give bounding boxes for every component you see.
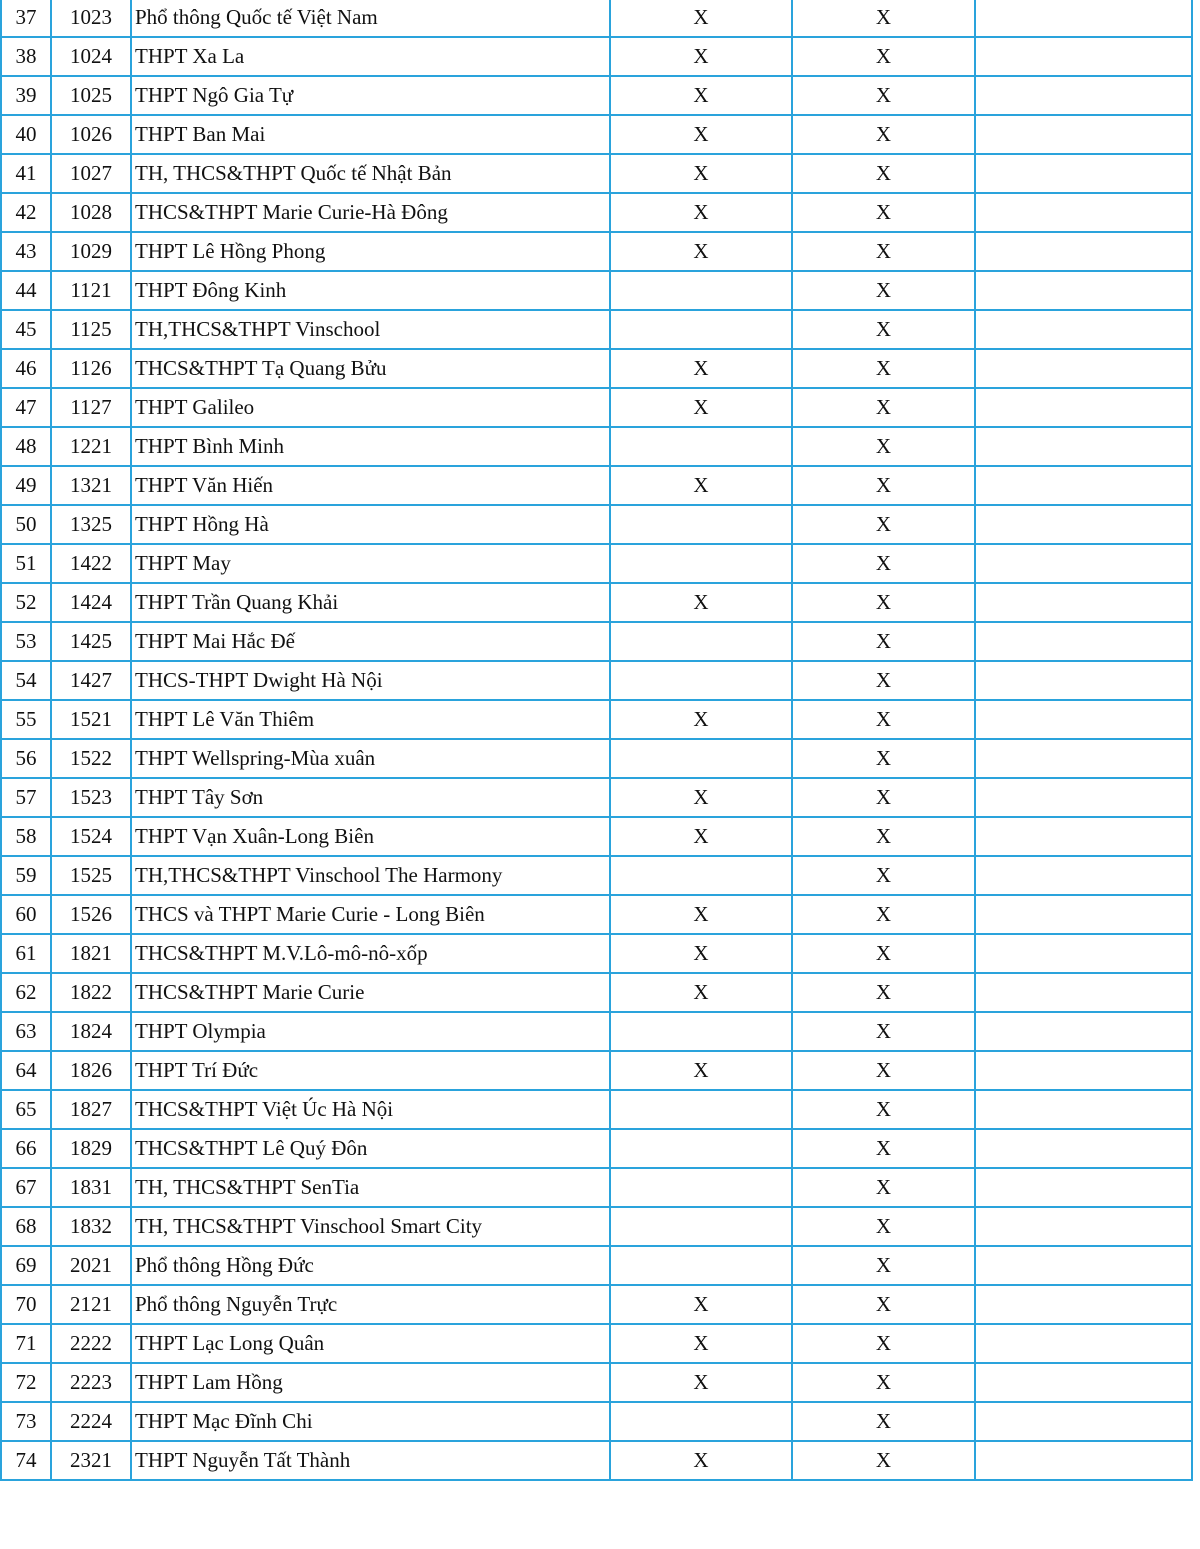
note-cell: [975, 388, 1192, 427]
note-cell: [975, 1168, 1192, 1207]
school-code-cell: 1824: [51, 1012, 131, 1051]
mark-column-2-cell: X: [792, 583, 975, 622]
school-name-cell: THPT Vạn Xuân-Long Biên: [131, 817, 610, 856]
mark-column-2-cell: X: [792, 778, 975, 817]
table-row: [1, 1402, 1192, 1441]
school-name-cell: THPT Galileo: [131, 388, 610, 427]
mark-column-1-cell: X: [610, 1363, 792, 1402]
school-name-cell: THPT Lê Hồng Phong: [131, 232, 610, 271]
note-cell: [975, 1441, 1192, 1480]
school-name-cell: THCS&THPT Việt Úc Hà Nội: [131, 1090, 610, 1129]
note-cell: [975, 1207, 1192, 1246]
school-name-cell: THPT Mạc Đĩnh Chi: [131, 1402, 610, 1441]
table-row: [1, 1441, 1192, 1480]
mark-column-2-cell: X: [792, 154, 975, 193]
mark-column-2-cell: X: [792, 1363, 975, 1402]
mark-column-2-cell: X: [792, 232, 975, 271]
school-code-cell: 1827: [51, 1090, 131, 1129]
mark-column-2-cell: X: [792, 1012, 975, 1051]
table-row: [1, 1363, 1192, 1402]
table-row: [1, 1285, 1192, 1324]
note-cell: [975, 973, 1192, 1012]
table-row: [1, 349, 1192, 388]
mark-column-2-cell: X: [792, 1246, 975, 1285]
table-row: [1, 1207, 1192, 1246]
school-code-cell: 1127: [51, 388, 131, 427]
table-row: [1, 544, 1192, 583]
school-code-cell: 1121: [51, 271, 131, 310]
school-code-cell: 1125: [51, 310, 131, 349]
mark-column-2-cell: X: [792, 505, 975, 544]
note-cell: [975, 544, 1192, 583]
note-cell: [975, 1090, 1192, 1129]
mark-column-2-cell: X: [792, 37, 975, 76]
table-row: [1, 778, 1192, 817]
school-code-cell: 1821: [51, 934, 131, 973]
note-cell: [975, 466, 1192, 505]
mark-column-2-cell: X: [792, 622, 975, 661]
table-row: [1, 1012, 1192, 1051]
note-cell: [975, 0, 1192, 37]
school-name-cell: THCS&THPT Tạ Quang Bửu: [131, 349, 610, 388]
row-number-cell: 66: [1, 1129, 51, 1168]
table-row: [1, 973, 1192, 1012]
mark-column-2-cell: X: [792, 193, 975, 232]
mark-column-2-cell: X: [792, 1090, 975, 1129]
note-cell: [975, 37, 1192, 76]
mark-column-1-cell: [610, 661, 792, 700]
school-code-cell: 1831: [51, 1168, 131, 1207]
mark-column-1-cell: X: [610, 154, 792, 193]
row-number-cell: 46: [1, 349, 51, 388]
mark-column-1-cell: X: [610, 37, 792, 76]
school-name-cell: THCS&THPT M.V.Lô-mô-nô-xốp: [131, 934, 610, 973]
school-code-cell: 1023: [51, 0, 131, 37]
mark-column-1-cell: [610, 544, 792, 583]
row-number-cell: 38: [1, 37, 51, 76]
mark-column-2-cell: X: [792, 0, 975, 37]
mark-column-2-cell: X: [792, 1285, 975, 1324]
table-row: [1, 1324, 1192, 1363]
mark-column-2-cell: X: [792, 817, 975, 856]
school-code-cell: 1829: [51, 1129, 131, 1168]
mark-column-1-cell: X: [610, 1285, 792, 1324]
mark-column-1-cell: X: [610, 466, 792, 505]
school-code-cell: 1424: [51, 583, 131, 622]
school-name-cell: TH, THCS&THPT SenTia: [131, 1168, 610, 1207]
mark-column-1-cell: X: [610, 1324, 792, 1363]
table-row: [1, 1246, 1192, 1285]
note-cell: [975, 154, 1192, 193]
row-number-cell: 61: [1, 934, 51, 973]
mark-column-2-cell: X: [792, 427, 975, 466]
school-name-cell: THCS&THPT Marie Curie: [131, 973, 610, 1012]
row-number-cell: 50: [1, 505, 51, 544]
mark-column-1-cell: [610, 427, 792, 466]
table-row: [1, 505, 1192, 544]
row-number-cell: 41: [1, 154, 51, 193]
table-row: [1, 622, 1192, 661]
table-row: [1, 739, 1192, 778]
school-name-cell: THPT Đông Kinh: [131, 271, 610, 310]
mark-column-2-cell: X: [792, 661, 975, 700]
note-cell: [975, 505, 1192, 544]
school-name-cell: THPT Lê Văn Thiêm: [131, 700, 610, 739]
school-code-cell: 1026: [51, 115, 131, 154]
school-code-cell: 1526: [51, 895, 131, 934]
table-row: [1, 700, 1192, 739]
school-code-cell: 1525: [51, 856, 131, 895]
row-number-cell: 62: [1, 973, 51, 1012]
row-number-cell: 40: [1, 115, 51, 154]
row-number-cell: 57: [1, 778, 51, 817]
table-body: [1, 0, 1192, 1480]
school-code-cell: 1027: [51, 154, 131, 193]
school-code-cell: 2222: [51, 1324, 131, 1363]
mark-column-1-cell: X: [610, 1441, 792, 1480]
mark-column-2-cell: X: [792, 349, 975, 388]
table-row: [1, 115, 1192, 154]
note-cell: [975, 1246, 1192, 1285]
school-name-cell: THPT Ngô Gia Tự: [131, 76, 610, 115]
mark-column-2-cell: X: [792, 271, 975, 310]
mark-column-1-cell: [610, 310, 792, 349]
table-row: [1, 427, 1192, 466]
school-name-cell: THPT Trần Quang Khải: [131, 583, 610, 622]
school-name-cell: THPT Nguyễn Tất Thành: [131, 1441, 610, 1480]
row-number-cell: 71: [1, 1324, 51, 1363]
table-row: [1, 583, 1192, 622]
school-name-cell: Phổ thông Hồng Đức: [131, 1246, 610, 1285]
school-code-cell: 1427: [51, 661, 131, 700]
mark-column-1-cell: X: [610, 0, 792, 37]
school-name-cell: THCS&THPT Lê Quý Đôn: [131, 1129, 610, 1168]
school-code-cell: 1321: [51, 466, 131, 505]
mark-column-1-cell: [610, 505, 792, 544]
school-code-cell: 1523: [51, 778, 131, 817]
mark-column-2-cell: X: [792, 388, 975, 427]
mark-column-2-cell: X: [792, 1324, 975, 1363]
note-cell: [975, 349, 1192, 388]
table-row: [1, 1051, 1192, 1090]
note-cell: [975, 310, 1192, 349]
mark-column-2-cell: X: [792, 115, 975, 154]
row-number-cell: 65: [1, 1090, 51, 1129]
note-cell: [975, 271, 1192, 310]
note-cell: [975, 115, 1192, 154]
school-code-cell: 2021: [51, 1246, 131, 1285]
row-number-cell: 49: [1, 466, 51, 505]
school-name-cell: TH,THCS&THPT Vinschool The Harmony: [131, 856, 610, 895]
school-name-cell: Phổ thông Nguyễn Trực: [131, 1285, 610, 1324]
mark-column-2-cell: X: [792, 1129, 975, 1168]
school-name-cell: THCS và THPT Marie Curie - Long Biên: [131, 895, 610, 934]
note-cell: [975, 76, 1192, 115]
school-name-cell: TH, THCS&THPT Quốc tế Nhật Bản: [131, 154, 610, 193]
school-code-cell: 2223: [51, 1363, 131, 1402]
table-row: [1, 1090, 1192, 1129]
mark-column-2-cell: X: [792, 1441, 975, 1480]
note-cell: [975, 895, 1192, 934]
note-cell: [975, 778, 1192, 817]
school-code-cell: 1029: [51, 232, 131, 271]
table-row: [1, 856, 1192, 895]
row-number-cell: 51: [1, 544, 51, 583]
note-cell: [975, 193, 1192, 232]
mark-column-1-cell: [610, 271, 792, 310]
table-row: [1, 310, 1192, 349]
school-code-cell: 1221: [51, 427, 131, 466]
note-cell: [975, 427, 1192, 466]
mark-column-2-cell: X: [792, 1051, 975, 1090]
school-code-cell: 1832: [51, 1207, 131, 1246]
mark-column-2-cell: X: [792, 466, 975, 505]
note-cell: [975, 232, 1192, 271]
row-number-cell: 42: [1, 193, 51, 232]
note-cell: [975, 1012, 1192, 1051]
mark-column-1-cell: [610, 739, 792, 778]
note-cell: [975, 700, 1192, 739]
school-code-cell: 2321: [51, 1441, 131, 1480]
mark-column-1-cell: X: [610, 700, 792, 739]
school-name-cell: THPT Wellspring-Mùa xuân: [131, 739, 610, 778]
table-row: [1, 1129, 1192, 1168]
row-number-cell: 59: [1, 856, 51, 895]
mark-column-1-cell: X: [610, 973, 792, 1012]
mark-column-1-cell: X: [610, 583, 792, 622]
school-code-cell: 1822: [51, 973, 131, 1012]
mark-column-1-cell: X: [610, 115, 792, 154]
school-name-cell: THPT Olympia: [131, 1012, 610, 1051]
row-number-cell: 56: [1, 739, 51, 778]
school-code-cell: 1024: [51, 37, 131, 76]
mark-column-1-cell: X: [610, 895, 792, 934]
school-code-cell: 1025: [51, 76, 131, 115]
school-code-cell: 1028: [51, 193, 131, 232]
row-number-cell: 58: [1, 817, 51, 856]
row-number-cell: 70: [1, 1285, 51, 1324]
row-number-cell: 53: [1, 622, 51, 661]
table-row: [1, 934, 1192, 973]
note-cell: [975, 1363, 1192, 1402]
row-number-cell: 74: [1, 1441, 51, 1480]
row-number-cell: 45: [1, 310, 51, 349]
row-number-cell: 69: [1, 1246, 51, 1285]
mark-column-1-cell: [610, 1207, 792, 1246]
school-name-cell: TH, THCS&THPT Vinschool Smart City: [131, 1207, 610, 1246]
note-cell: [975, 1129, 1192, 1168]
mark-column-1-cell: [610, 622, 792, 661]
mark-column-1-cell: X: [610, 778, 792, 817]
mark-column-1-cell: X: [610, 232, 792, 271]
mark-column-1-cell: [610, 856, 792, 895]
table-row: [1, 895, 1192, 934]
row-number-cell: 54: [1, 661, 51, 700]
school-code-cell: 1522: [51, 739, 131, 778]
row-number-cell: 73: [1, 1402, 51, 1441]
school-code-cell: 2121: [51, 1285, 131, 1324]
note-cell: [975, 661, 1192, 700]
mark-column-1-cell: X: [610, 1051, 792, 1090]
note-cell: [975, 622, 1192, 661]
note-cell: [975, 1051, 1192, 1090]
school-name-cell: THPT Ban Mai: [131, 115, 610, 154]
school-code-cell: 1524: [51, 817, 131, 856]
note-cell: [975, 1324, 1192, 1363]
school-code-cell: 1425: [51, 622, 131, 661]
note-cell: [975, 817, 1192, 856]
mark-column-2-cell: X: [792, 76, 975, 115]
school-name-cell: THPT May: [131, 544, 610, 583]
row-number-cell: 39: [1, 76, 51, 115]
mark-column-2-cell: X: [792, 1207, 975, 1246]
mark-column-2-cell: X: [792, 973, 975, 1012]
mark-column-2-cell: X: [792, 1168, 975, 1207]
mark-column-2-cell: X: [792, 934, 975, 973]
school-name-cell: TH,THCS&THPT Vinschool: [131, 310, 610, 349]
mark-column-2-cell: X: [792, 700, 975, 739]
table-row: [1, 232, 1192, 271]
mark-column-1-cell: [610, 1402, 792, 1441]
school-name-cell: THCS-THPT Dwight Hà Nội: [131, 661, 610, 700]
table-row: [1, 76, 1192, 115]
row-number-cell: 60: [1, 895, 51, 934]
row-number-cell: 43: [1, 232, 51, 271]
note-cell: [975, 739, 1192, 778]
school-code-cell: 1126: [51, 349, 131, 388]
row-number-cell: 37: [1, 0, 51, 37]
mark-column-1-cell: [610, 1168, 792, 1207]
school-name-cell: THPT Mai Hắc Đế: [131, 622, 610, 661]
school-name-cell: THPT Tây Sơn: [131, 778, 610, 817]
table-row: [1, 817, 1192, 856]
school-code-cell: 1521: [51, 700, 131, 739]
mark-column-1-cell: X: [610, 388, 792, 427]
school-name-cell: THPT Hồng Hà: [131, 505, 610, 544]
table-row: [1, 37, 1192, 76]
school-name-cell: THCS&THPT Marie Curie-Hà Đông: [131, 193, 610, 232]
table-row: [1, 0, 1192, 37]
table-row: [1, 193, 1192, 232]
row-number-cell: 44: [1, 271, 51, 310]
row-number-cell: 47: [1, 388, 51, 427]
table-row: [1, 271, 1192, 310]
row-number-cell: 72: [1, 1363, 51, 1402]
school-code-cell: 2224: [51, 1402, 131, 1441]
school-name-cell: Phổ thông Quốc tế Việt Nam: [131, 0, 610, 37]
mark-column-1-cell: X: [610, 76, 792, 115]
mark-column-2-cell: X: [792, 856, 975, 895]
school-code-cell: 1325: [51, 505, 131, 544]
row-number-cell: 64: [1, 1051, 51, 1090]
mark-column-1-cell: X: [610, 934, 792, 973]
note-cell: [975, 583, 1192, 622]
table-row: [1, 466, 1192, 505]
mark-column-1-cell: X: [610, 193, 792, 232]
mark-column-1-cell: [610, 1090, 792, 1129]
row-number-cell: 68: [1, 1207, 51, 1246]
school-name-cell: THPT Lạc Long Quân: [131, 1324, 610, 1363]
note-cell: [975, 934, 1192, 973]
mark-column-2-cell: X: [792, 310, 975, 349]
table-row: [1, 154, 1192, 193]
school-name-cell: THPT Lam Hồng: [131, 1363, 610, 1402]
school-code-cell: 1422: [51, 544, 131, 583]
table-row: [1, 1168, 1192, 1207]
row-number-cell: 52: [1, 583, 51, 622]
mark-column-2-cell: X: [792, 895, 975, 934]
row-number-cell: 48: [1, 427, 51, 466]
mark-column-2-cell: X: [792, 739, 975, 778]
mark-column-1-cell: [610, 1129, 792, 1168]
mark-column-2-cell: X: [792, 1402, 975, 1441]
mark-column-1-cell: [610, 1012, 792, 1051]
mark-column-2-cell: X: [792, 544, 975, 583]
school-code-cell: 1826: [51, 1051, 131, 1090]
row-number-cell: 67: [1, 1168, 51, 1207]
mark-column-1-cell: [610, 1246, 792, 1285]
note-cell: [975, 856, 1192, 895]
mark-column-1-cell: X: [610, 817, 792, 856]
mark-column-1-cell: X: [610, 349, 792, 388]
table-row: [1, 661, 1192, 700]
school-name-cell: THPT Bình Minh: [131, 427, 610, 466]
note-cell: [975, 1402, 1192, 1441]
school-name-cell: THPT Xa La: [131, 37, 610, 76]
school-name-cell: THPT Trí Đức: [131, 1051, 610, 1090]
note-cell: [975, 1285, 1192, 1324]
school-name-cell: THPT Văn Hiến: [131, 466, 610, 505]
table-row: [1, 388, 1192, 427]
row-number-cell: 55: [1, 700, 51, 739]
row-number-cell: 63: [1, 1012, 51, 1051]
